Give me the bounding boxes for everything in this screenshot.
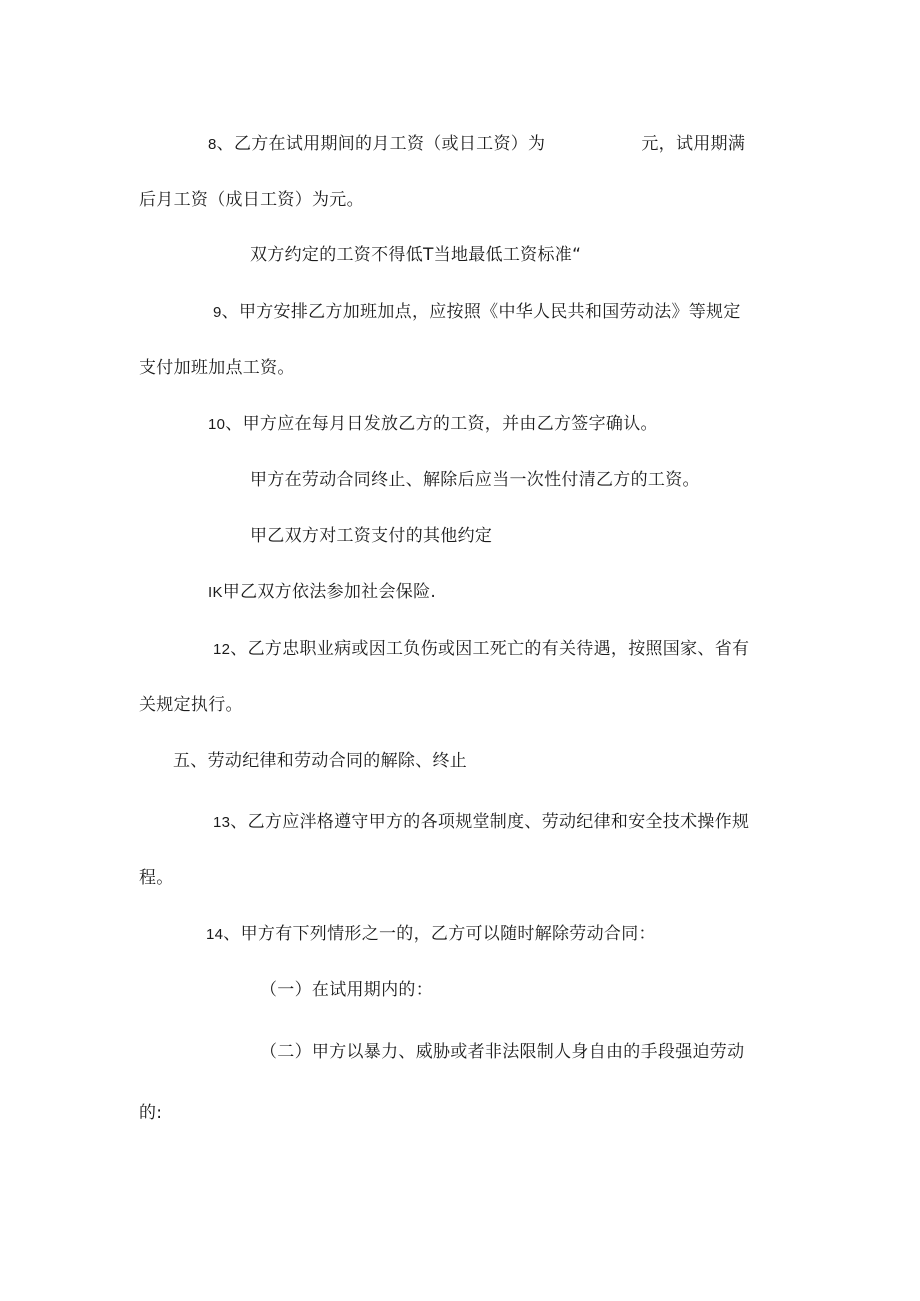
clause-text: 、乙方忠职业病或因工负伤或因工死亡的有关待遇，按照国家、省有 [230, 639, 750, 659]
clause-10 [208, 412, 658, 437]
clause-14-item-1: （一）在试用期内的： [260, 980, 433, 1000]
clause-text: 甲乙双方依法参加社会保险. [222, 582, 437, 602]
clause-number: 13 [213, 814, 231, 831]
clause-text: 、甲方安排乙方加班加点，应按照《中华人民共和国劳动法》等规定 [221, 302, 741, 322]
clause-8-line-1 [208, 132, 745, 157]
clause-14-item-2-line-1: （二）甲方以暴力、威胁或者非法限制人身自由的手段强迫劳动 [260, 1042, 745, 1062]
clause-9-line-2 [139, 356, 295, 380]
clause-text: 、乙方在试用期间的月工资（或日工资）为 [216, 134, 546, 154]
clause-number: 9 [213, 304, 222, 321]
clause-number: 8 [208, 136, 217, 153]
clause-8-line-2 [139, 188, 364, 212]
clause-13-line-2 [139, 866, 174, 890]
clause-number: 10 [208, 416, 226, 433]
clause-number: IK [208, 584, 223, 601]
clause-14-item-2-line-2: 的: [139, 1103, 163, 1123]
clause-number: 14 [206, 926, 224, 943]
clause-text: 、甲方有下列情形之一的，乙方可以随时解除劳动合同： [223, 924, 656, 944]
clause-14-line-1 [206, 922, 656, 947]
wage-note: 双方约定的工资不得低T当地最低工资标准“ [250, 245, 582, 265]
clause-9-line-1 [213, 300, 741, 325]
clause-12-line-2 [139, 693, 243, 717]
clause-12-line-1 [213, 637, 749, 662]
clause-text: 后月工资（成日工资）为元。 [139, 190, 364, 210]
clause-11 [208, 580, 436, 605]
clause-text: 支付加班加点工资。 [139, 358, 295, 378]
clause-text: 、乙方应泮格遵守甲方的各项规堂制度、劳动纪律和安全技术操作规 [230, 812, 750, 832]
clause-number: 12 [213, 641, 231, 658]
clause-text: 程。 [139, 868, 174, 888]
clause-text: 、甲方应在每月日发放乙方的工资，并由乙方签字确认。 [225, 414, 658, 434]
clause-13-line-1 [213, 810, 749, 835]
clause-text: 元，试用期满 [641, 134, 746, 154]
termination-pay: 甲方在劳动合同终止、解除后应当一次性付清乙方的工资。 [250, 470, 700, 490]
clause-text: 关规定执行。 [139, 695, 243, 715]
other-agreement: 甲乙双方对工资支付的其他约定 [250, 526, 493, 546]
section-5-heading: 五、劳动纪律和劳动合同的解除、终止 [173, 751, 468, 771]
